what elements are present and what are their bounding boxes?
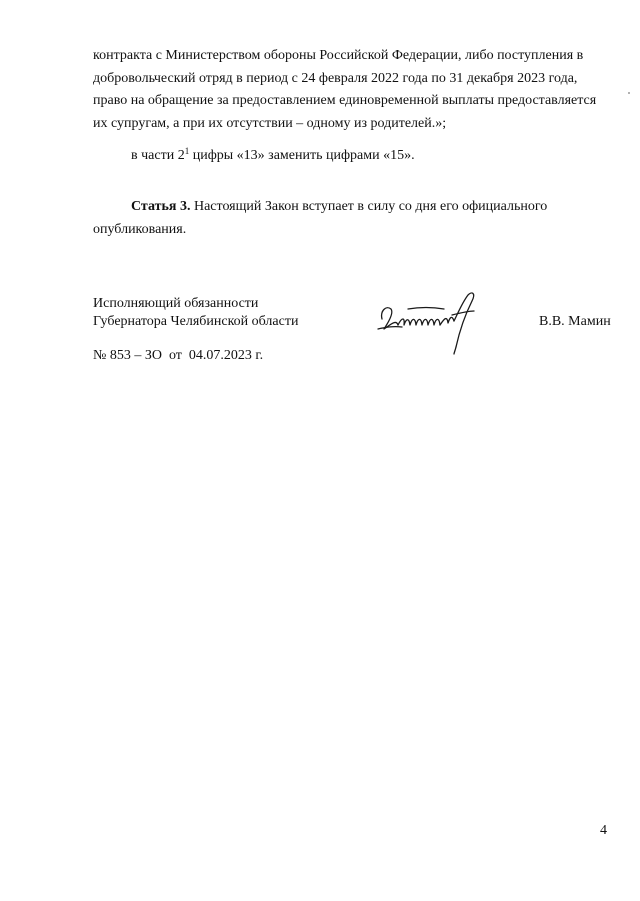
article-3-text: Настоящий Закон вступает в силу со дня его официального (190, 199, 548, 214)
signatory-name: В.В. Мамин (539, 314, 611, 329)
signatory-title (93, 295, 298, 331)
amendment-prefix: в части 2 (131, 148, 185, 163)
law-number: № 853 – ЗО от 04.07.2023 г. (93, 348, 264, 363)
signatory-title-line-2: Губернатора Челябинской области (93, 314, 299, 329)
handwritten-signature (372, 285, 490, 355)
continuation-paragraph (93, 45, 612, 135)
article-3-continuation: опубликования. (93, 221, 187, 237)
amendment-paragraph (93, 145, 612, 168)
continuation-line-3: право на обращение за предоставлением единовременной выплаты предоставляется (93, 93, 597, 108)
page-number: 4 (600, 823, 607, 838)
continuation-line-1: контракта с Министерством обороны Российской Федерации, либо поступления в (93, 48, 584, 63)
continuation-line-4: их супругам, а при их отсутствии – одному из родителей.»; (93, 115, 447, 131)
scan-speck (628, 92, 630, 94)
signatory-title-line-1: Исполняющий обязанности (93, 296, 259, 311)
amendment-suffix: цифры «13» заменить цифрами «15». (189, 148, 415, 163)
continuation-line-2: добровольческий отряд в период с 24 февраля 2022 года по 31 декабря 2023 года, (93, 70, 578, 86)
article-3-paragraph (93, 196, 612, 241)
article-3-label: Статья 3. (131, 199, 191, 214)
amendment-superscript: 1 (184, 146, 190, 156)
